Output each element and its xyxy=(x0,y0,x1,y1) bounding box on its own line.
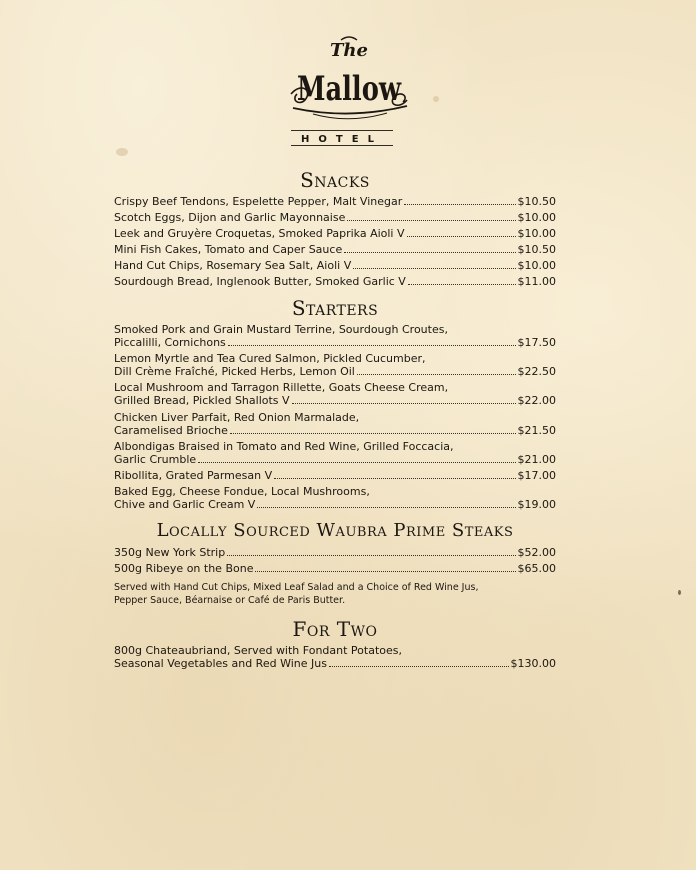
item-price: $10.00 xyxy=(517,227,556,240)
section-title-steaks: Locally Sourced Waubra Prime Steaks xyxy=(156,520,514,541)
item-price: $17.50 xyxy=(517,336,556,349)
hotel-logo xyxy=(283,34,415,150)
item-name-continued: Seasonal Vegetables and Red Wine Jus xyxy=(114,657,327,670)
section-title-for-two: For Two xyxy=(292,617,378,641)
item-name-continued: Grilled Bread, Pickled Shallots V xyxy=(114,394,290,407)
menu-item xyxy=(114,546,556,559)
menu-item xyxy=(114,352,556,378)
menu-item xyxy=(114,195,556,208)
item-price: $130.00 xyxy=(510,657,556,670)
section-title-snacks: Snacks xyxy=(300,168,370,192)
menu-item xyxy=(114,562,556,575)
item-name: 350g New York Strip xyxy=(114,546,226,559)
logo-the: The xyxy=(330,40,368,61)
item-name: Baked Egg, Cheese Fondue, Local Mushrooms, xyxy=(114,485,370,498)
item-name: Sourdough Bread, Inglenook Butter, Smoked Garlic V xyxy=(114,275,406,288)
item-name: Mini Fish Cakes, Tomato and Caper Sauce xyxy=(114,243,343,256)
item-name: Smoked Pork and Grain Mustard Terrine, Sourdough Croutes, xyxy=(114,323,448,336)
menu-item xyxy=(114,227,556,240)
menu-item xyxy=(114,440,556,466)
paper-speck xyxy=(678,590,681,595)
item-price: $19.00 xyxy=(517,498,556,511)
item-price: $21.00 xyxy=(517,453,556,466)
item-name: 500g Ribeye on the Bone xyxy=(114,562,254,575)
item-name-continued: Caramelised Brioche xyxy=(114,424,228,437)
steaks-note xyxy=(114,581,556,607)
item-price: $21.50 xyxy=(517,424,556,437)
section-title-starters: Starters xyxy=(291,296,379,320)
item-price: $11.00 xyxy=(517,275,556,288)
item-name-continued: Piccalilli, Cornichons xyxy=(114,336,226,349)
menu-item xyxy=(114,381,556,407)
menu-item xyxy=(114,259,556,272)
item-name: Ribollita, Grated Parmesan V xyxy=(114,469,273,482)
item-name-continued: Garlic Crumble xyxy=(114,453,197,466)
item-price: $65.00 xyxy=(517,562,556,575)
item-name-continued: Chive and Garlic Cream V xyxy=(114,498,256,511)
item-name: Hand Cut Chips, Rosemary Sea Salt, Aioli V xyxy=(114,259,352,272)
menu-item xyxy=(114,243,556,256)
item-name: Leek and Gruyère Croquetas, Smoked Paprika Aioli V xyxy=(114,227,405,240)
item-name: Crispy Beef Tendons, Espelette Pepper, Malt Vinegar xyxy=(114,195,403,208)
item-price: $10.00 xyxy=(517,259,556,272)
item-name: Lemon Myrtle and Tea Cured Salmon, Pickled Cucumber, xyxy=(114,352,426,365)
item-name: Chicken Liver Parfait, Red Onion Marmalade, xyxy=(114,411,360,424)
item-name: 800g Chateaubriand, Served with Fondant Potatoes, xyxy=(114,644,402,657)
paper-stain xyxy=(116,148,128,156)
menu-item xyxy=(114,469,556,482)
logo-hotel: HOTEL xyxy=(301,134,383,145)
item-price: $10.00 xyxy=(517,211,556,224)
menu-item xyxy=(114,323,556,349)
menu-item xyxy=(114,275,556,288)
item-name: Scotch Eggs, Dijon and Garlic Mayonnaise xyxy=(114,211,346,224)
menu-item xyxy=(114,644,556,670)
item-price: $10.50 xyxy=(517,195,556,208)
menu-item xyxy=(114,411,556,437)
menu-item xyxy=(114,485,556,511)
note-line: Pepper Sauce, Béarnaise or Café de Paris Butter. xyxy=(114,595,346,606)
paper-stain xyxy=(433,96,439,102)
item-name: Local Mushroom and Tarragon Rillette, Goats Cheese Cream, xyxy=(114,381,449,394)
item-price: $22.00 xyxy=(517,394,556,407)
note-line: Served with Hand Cut Chips, Mixed Leaf Salad and a Choice of Red Wine Jus, xyxy=(114,582,479,593)
item-price: $52.00 xyxy=(517,546,556,559)
menu-item xyxy=(114,211,556,224)
logo-graphic xyxy=(283,34,415,150)
item-name: Albondigas Braised in Tomato and Red Wine, Grilled Foccacia, xyxy=(114,440,454,453)
logo-mallow: Mallow xyxy=(297,69,402,109)
item-price: $17.00 xyxy=(517,469,556,482)
item-price: $22.50 xyxy=(517,365,556,378)
item-name-continued: Dill Crème Fraîché, Picked Herbs, Lemon Oil xyxy=(114,365,355,378)
item-price: $10.50 xyxy=(517,243,556,256)
